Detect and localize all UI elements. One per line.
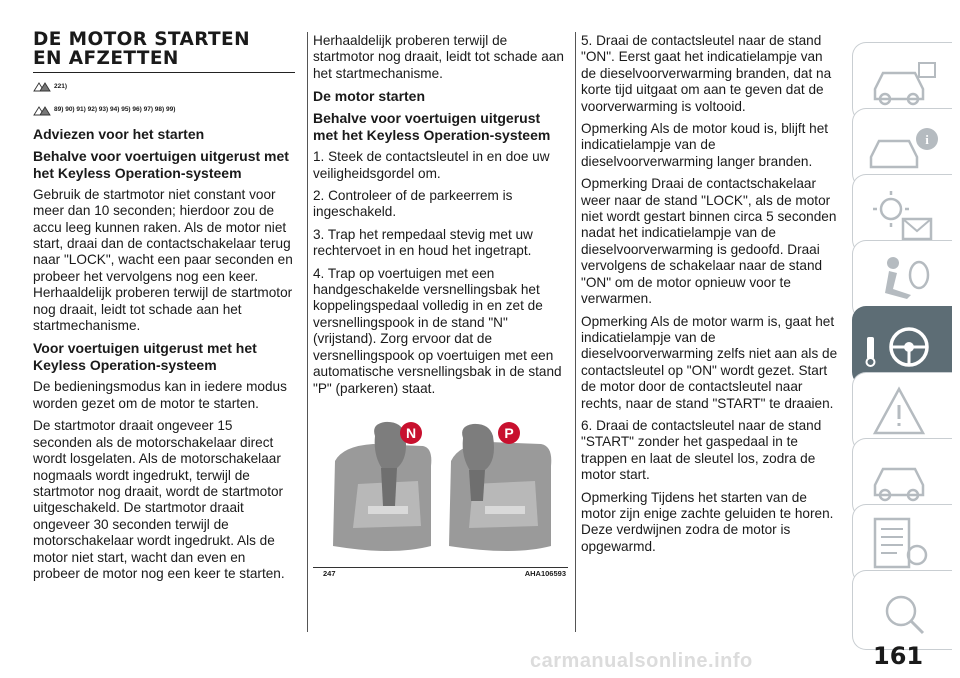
tab-index[interactable] — [852, 570, 952, 650]
column-1 — [33, 30, 295, 588]
title-line-2: EN AFZETTEN — [33, 48, 179, 69]
step: 3. Trap het rempedaal stevig met uw rechtervoet in en houd het ingetrapt. — [313, 226, 533, 259]
step: 2. Controleer of de parkeerrem is ingeschakeld. — [313, 188, 513, 220]
step: 4. Trap op voertuigen met een handgeschakelde versnellingsbak het koppelingspedaal volledig in en zet de versnellingspook in de stand "N" (vrijstand). Zorg ervoor dat de versnellingspook op voertuigen met een automatische versnellingsbak in de stand "P" (parkeren) staat. — [313, 265, 562, 396]
step: 1. Steek de contactsleutel in en doe uw veiligheidsgordel om. — [313, 149, 550, 181]
park-label: P — [504, 425, 514, 441]
note: Opmerking Als de motor warm is, gaat het indicatielampje van de dieselvoorverwarming zelfs niet aan als de contactsleutel op "ON" wordt gezet. Start de motor door de contactsleutel naar rechts, naar de stand "START" te draaien. — [581, 313, 838, 411]
column-divider — [575, 32, 576, 632]
section-heading: De motor starten — [313, 88, 426, 105]
svg-text:i: i — [925, 132, 929, 147]
section-heading: Adviezen voor het starten — [33, 125, 205, 142]
paragraph: Herhaaldelijk proberen terwijl de startmotor nog draait, leidt tot schade aan het startmechanisme. — [313, 33, 564, 81]
page-number: 161 — [873, 642, 924, 670]
subsection-heading: Behalve voor voertuigen uitgerust met het Keyless Operation-systeem — [33, 147, 289, 181]
paragraph: De startmotor draait ongeveer 15 seconden als de motorschakelaar direct wordt losgelaten. Als de motorschakelaar nogmaals wordt ingedrukt, terwijl de startmotor nog draait, wordt de startmotor uitgeschakeld. De startmotor draait ongeveer 30 seconden terwijl de motorschakelaar wordt ingedrukt. Als de motor niet start, wacht dan even en probeer de motor nog een keer te starten. — [33, 418, 285, 581]
paragraph: Gebruik de startmotor niet constant voor meer dan 10 seconden; hierdoor zou de accu leeg kunnen raken. Als de motor niet start, draai dan de contactschakelaar terug naar "LOCK", wacht een paar seconden en probeer het vervolgens nog een keer. Herhaaldelijk proberen terwijl de startmotor nog draait, leidt tot schade aan het startmechanisme. — [33, 186, 293, 334]
warning-ref-1 — [33, 79, 295, 95]
watermark: carmanualsonline.info — [530, 650, 753, 672]
alphabet-index-icon — [853, 571, 953, 651]
neutral-label: N — [405, 425, 417, 441]
warning-icon — [33, 82, 51, 92]
column-2 — [313, 33, 568, 403]
warning-icon — [33, 106, 51, 116]
figure-number: 247 — [323, 569, 336, 578]
gear-selector-figure — [313, 406, 568, 566]
step: 5. Draai de contactsleutel naar de stand "ON". Eerst gaat het indicatielampje van de dieselvoorverwarming branden, dat na korte tijd uitgaat om aan te geven dat de voorverwarming is voltooid. — [581, 33, 832, 114]
note: Opmerking Draai de contactschakelaar weer naar de stand "LOCK", als de motor niet wordt gestart binnen circa 5 seconden nadat het indicatielampje van de dieselvoorverwarming is gedoofd. Draai vervolgens de schakelaar naar de stand "ON" om de motor opnieuw voor te verwarmen. — [581, 176, 837, 307]
subsection-heading: Behalve voor voertuigen uitgerust met het Keyless Operation-systeem — [313, 110, 551, 144]
warning-ref-2 — [33, 102, 295, 118]
page-title — [33, 30, 295, 68]
title-line-1: DE MOTOR STARTEN — [33, 29, 250, 50]
warning-ref-text: 89) 90) 91) 92) 93) 94) 95) 96) 97) 98) 99) — [54, 106, 176, 114]
step: 6. Draai de contactsleutel naar de stand "START" zonder het gaspedaal in te trappen en laat de sleutel los, zodra de motor start. — [581, 417, 822, 483]
column-divider — [307, 32, 308, 632]
note: Opmerking Als de motor koud is, blijft het indicatielampje van de dieselvoorverwarming langer branden. — [581, 121, 829, 169]
title-rule — [33, 72, 295, 73]
subsection-heading: Voor voertuigen uitgerust met het Keyless Operation-systeem — [33, 340, 257, 374]
figure-code: AHA106593 — [524, 569, 566, 578]
note: Opmerking Tijdens het starten van de motor zijn enige zachte geluiden te horen. Deze verdwijnen zodra de motor is opgewarmd. — [581, 489, 834, 554]
column-3 — [581, 33, 841, 561]
warning-ref-text: 221) — [54, 83, 68, 90]
paragraph: De bedieningsmodus kan in iedere modus worden gezet om de motor te starten. — [33, 379, 287, 411]
figure-caption — [313, 567, 568, 580]
